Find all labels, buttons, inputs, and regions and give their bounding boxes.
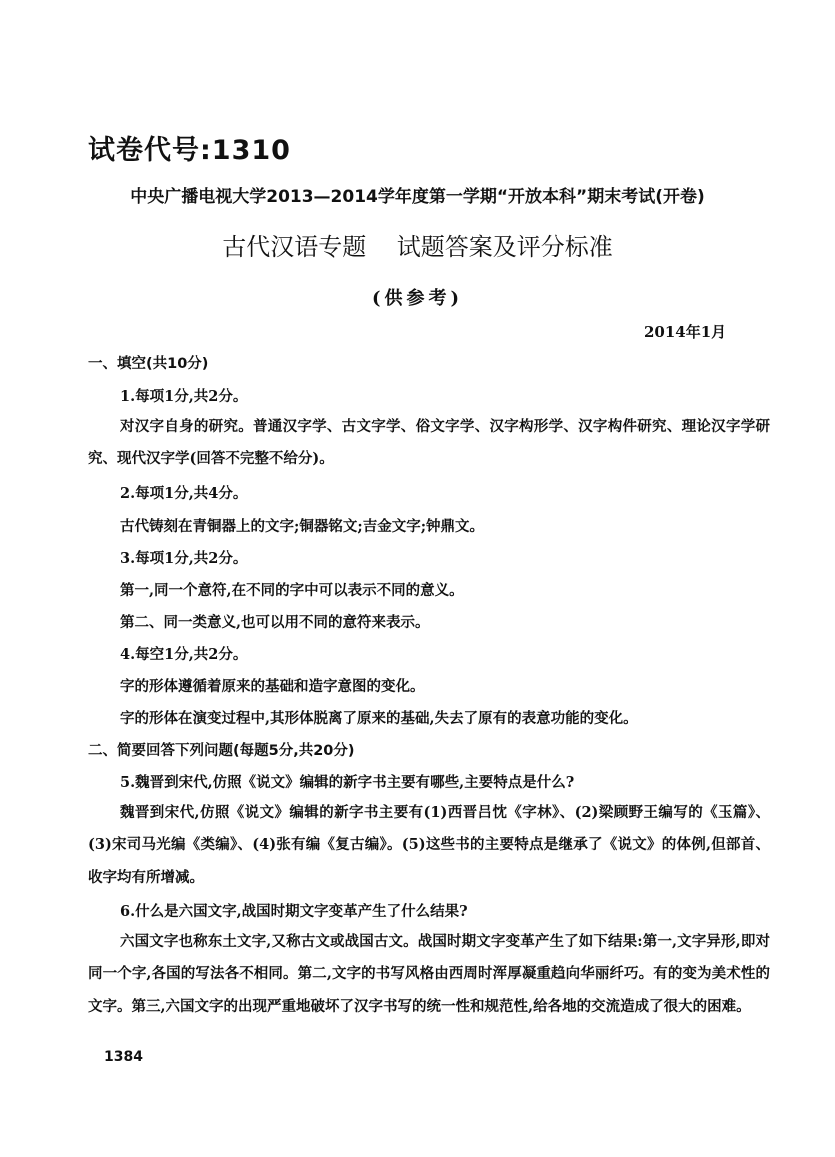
q5-answer: 魏晋到宋代,仿照《说文》编辑的新字书主要有(1)西晋吕忱《字林》、(2)梁顾野王编写的《玉篇》、(3)宋司马光编《类编》、(4)张有编《复古编》。(5)这些书的主要特点是继承了《说文》的体例,但部首、收字均有所增减。	[88, 804, 770, 886]
q5-question: 5.魏晋到宋代,仿照《说文》编辑的新字书主要有哪些,主要特点是什么?	[120, 774, 575, 791]
q4-score: 4.每空1分,共2分。	[120, 646, 248, 663]
q1-score: 1.每项1分,共2分。	[120, 388, 248, 405]
q1-answer: 对汉字自身的研究。普通汉字学、古文字学、俗文字学、汉字构形学、汉字构件研究、理论汉字学研究、现代汉字学(回答不完整不给分)。	[88, 418, 770, 468]
exam-date: 2014年1月	[644, 323, 727, 341]
q4-answer-1: 字的形体遵循着原来的基础和造字意图的变化。	[120, 678, 425, 695]
section-1-heading: 一、填空(共10分)	[88, 356, 209, 372]
section-2-heading: 二、简要回答下列问题(每题5分,共20分)	[88, 743, 355, 759]
page-number: 1384	[104, 1049, 143, 1065]
q3-answer-2: 第二、同一类意义,也可以用不同的意符来表示。	[120, 614, 430, 631]
q2-answer: 古代铸刻在青铜器上的文字;铜器铭文;吉金文字;钟鼎文。	[120, 518, 485, 535]
q6-question: 6.什么是六国文字,战国时期文字变革产生了什么结果?	[120, 903, 468, 920]
reference-note: (供参考)	[371, 288, 464, 309]
exam-subtitle: 中央广播电视大学2013—2014学年度第一学期“开放本科”期末考试(开卷)	[130, 187, 705, 207]
q6-answer: 六国文字也称东土文字,又称古文或战国古文。战国时期文字变革产生了如下结果:第一,文字异形,即对同一个字,各国的写法各不相同。第二,文字的书写风格由西周时浑厚凝重趋向华丽纤巧。有的变为美术性的文字。第三,六国文字的出现严重地破坏了汉字书写的统一性和规范性,给各地的交流造成了很大的困难。	[88, 933, 770, 1015]
q2-score: 2.每项1分,共4分。	[120, 485, 248, 502]
q4-answer-2: 字的形体在演变过程中,其形体脱离了原来的基础,失去了原有的表意功能的变化。	[120, 710, 638, 727]
q3-answer-1: 第一,同一个意符,在不同的字中可以表示不同的意义。	[120, 582, 464, 599]
q3-score: 3.每项1分,共2分。	[120, 550, 248, 567]
page-title: 古代汉语专题 试题答案及评分标准	[222, 233, 613, 261]
exam-code: 试卷代号:1310	[88, 135, 291, 166]
